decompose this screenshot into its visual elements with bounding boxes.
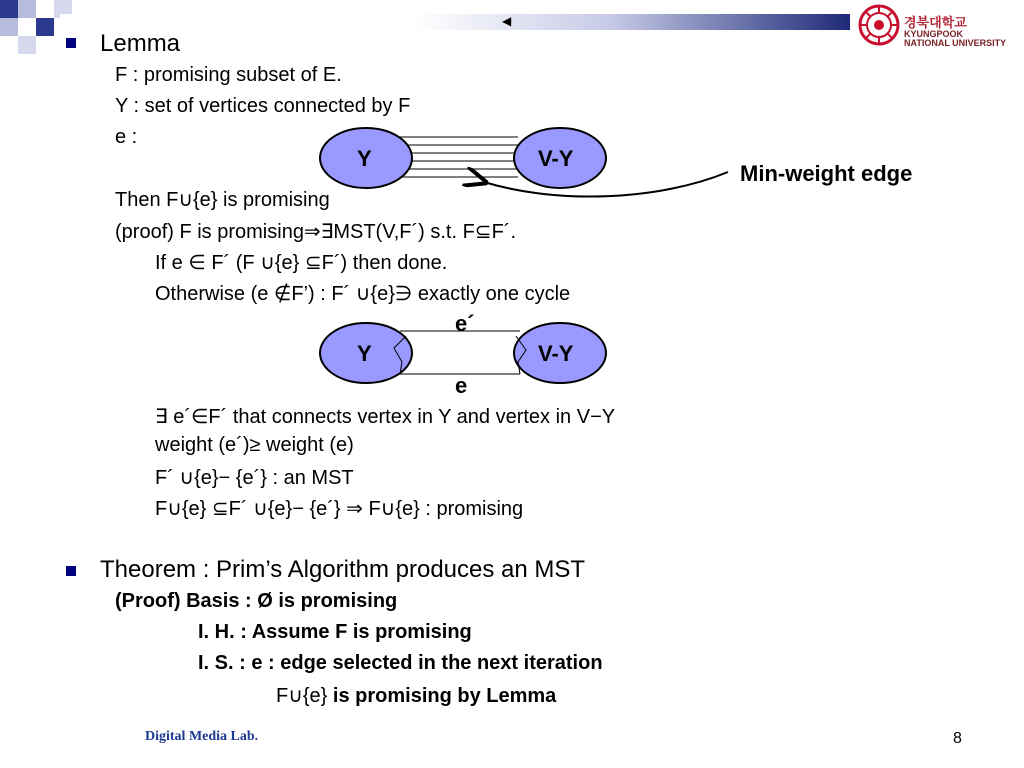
callout-arrow [484,172,728,197]
mst-line: F´ ∪{e}− {e´} : an MST [155,467,354,489]
min-weight-edge-callout: Min-weight edge [740,161,913,186]
final-line [276,683,556,708]
page-number: 8 [953,730,962,747]
final-prefix: F∪{e} [276,685,328,707]
edge-e-label: e [455,373,468,398]
node-v-minus-y-label: V-Y [538,341,574,366]
if-line: If e ∈ F´ (F ∪{e} ⊆F´) then done. [155,252,448,274]
exists-line: ∃ e´∈F´ that connects vertex in Y and vertex in V−Y [155,406,616,428]
otherwise-line: Otherwise (e ∉F’) : F´ ∪{e}∋ exactly one cycle [155,283,571,305]
corner-square [0,0,18,18]
lemma-line: Y : set of vertices connected by F [115,95,411,117]
edge-e-prime-label: e´ [455,311,475,336]
footer-lab-name: Digital Media Lab. [145,729,259,744]
lemma-line: F : promising subset of E. [115,64,342,86]
node-y-label: Y [357,341,372,366]
theorem-line: Theorem : Prim’s Algorithm produces an MST [100,556,586,583]
then-line: Then F∪{e} is promising [115,189,330,211]
university-logo [858,4,1007,48]
weight-line: weight (e´)≥ weight (e) [155,434,354,456]
node-y-label: Y [357,146,372,171]
corner-square [18,0,36,18]
logo-korean-text: 경북대학교 [904,15,967,30]
header-bar [60,14,850,30]
lemma-heading: Lemma [100,30,181,57]
header-marker-icon: ◀ [502,14,512,28]
corner-square [0,18,18,36]
seal-icon [858,4,900,46]
corner-square [18,36,36,54]
basis-line: (Proof) Basis : Ø is promising [115,590,398,612]
cut-diagram-1 [300,120,960,200]
logo-english-line2: NATIONAL UNIVERSITY [904,38,1007,48]
node-v-minus-y-label: V-Y [538,146,574,171]
bullet-icon [66,38,76,48]
ih-line: I. H. : Assume F is promising [198,621,472,643]
corner-square [36,18,54,36]
final-suffix: is promising by Lemma [327,685,557,707]
bullet-icon [66,566,76,576]
is-line: I. S. : e : edge selected in the next iteration [198,652,603,674]
lemma-line: e : [115,126,138,148]
promising-line: F∪{e} ⊆F´ ∪{e}− {e´} ⇒ F∪{e} : promising [155,498,524,520]
logo-english-line1: KYUNGPOOK [904,29,964,39]
proof-line: (proof) F is promising⇒∃MST(V,F´) s.t. F⊆F´. [115,221,516,243]
